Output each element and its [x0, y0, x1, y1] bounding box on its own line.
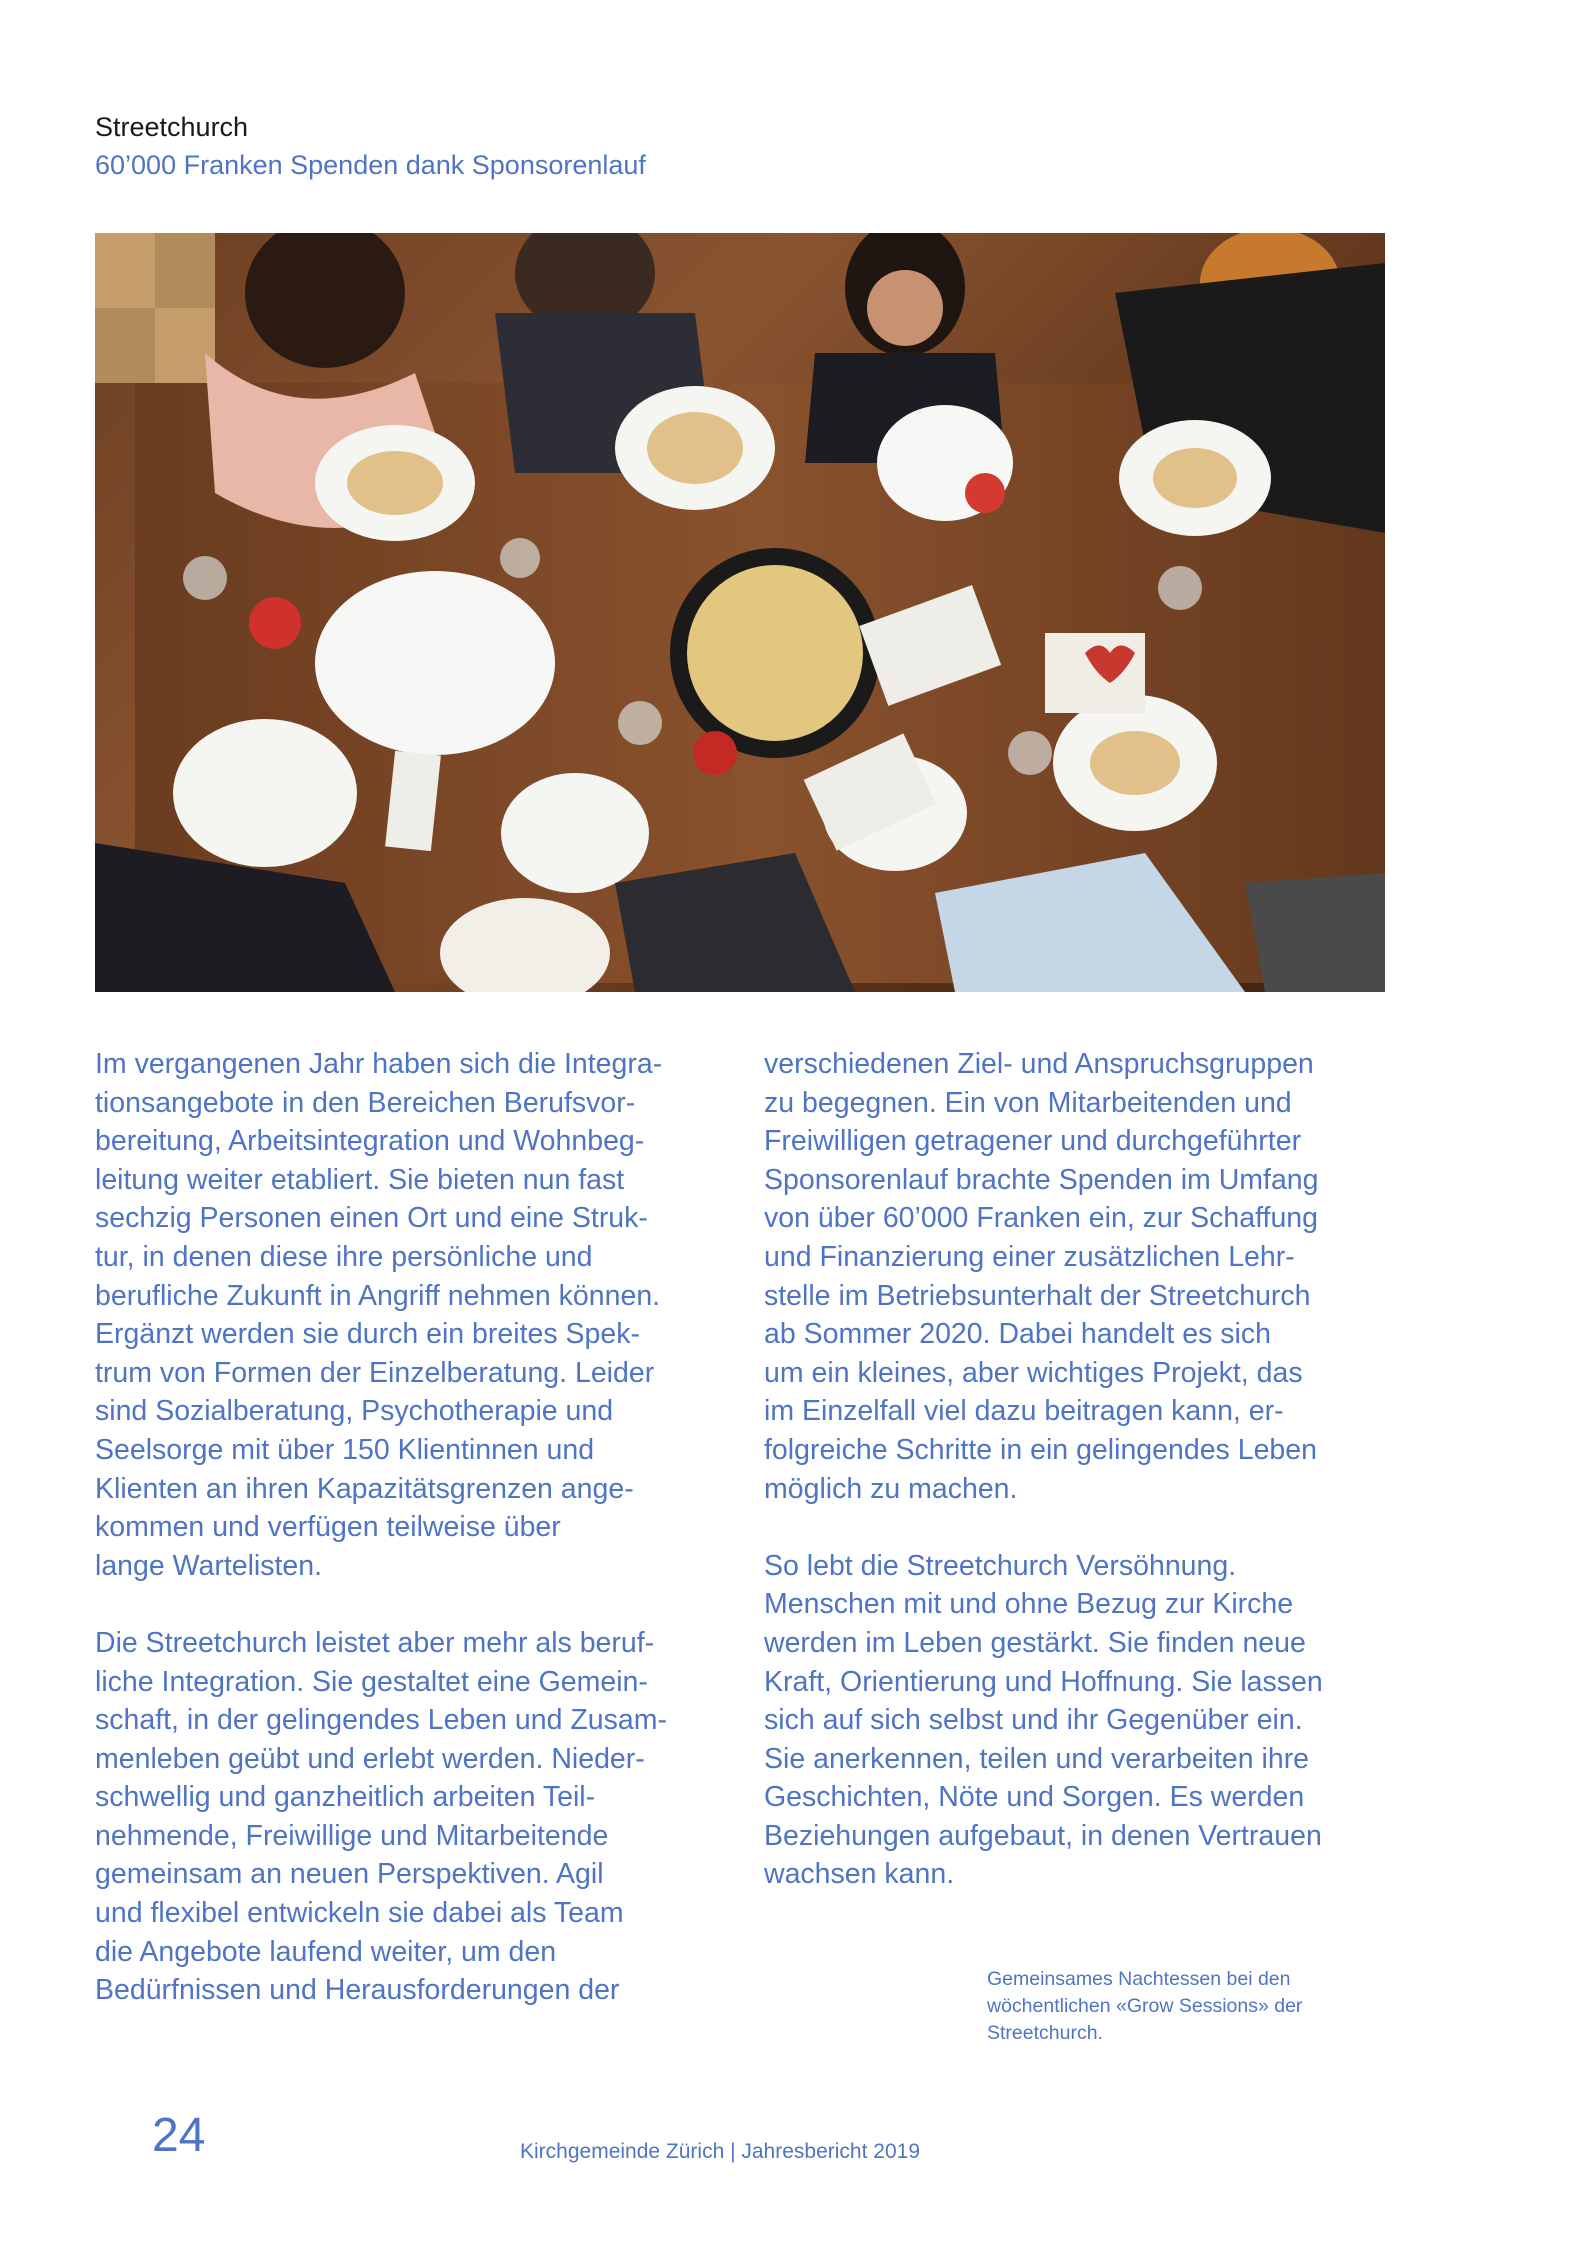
text-line: schwellig und ganzheitlich arbeiten Teil- — [95, 1781, 596, 1814]
text-line: sechzig Personen einen Ort und eine Struk- — [95, 1202, 648, 1235]
glass — [618, 701, 662, 745]
caption-line: Streetchurch. — [987, 2022, 1103, 2044]
text-line: Bedürfnissen und Herausforderungen der — [95, 1974, 620, 2007]
text-line: sich auf sich selbst und ihr Gegenüber ein. — [764, 1704, 1303, 1737]
text-line: und flexibel entwickeln sie dabei als Team — [95, 1897, 624, 1930]
text-line: Kraft, Orientierung und Hoffnung. Sie lassen — [764, 1665, 1323, 1698]
paragraph — [764, 1547, 1379, 1894]
text-line: stelle im Betriebsunterhalt der Streetchurch — [764, 1279, 1311, 1312]
photo-illustration — [95, 233, 1385, 992]
paragraph — [764, 1045, 1379, 1508]
text-line: Im vergangenen Jahr haben sich die Integra- — [95, 1048, 663, 1080]
article-title: 60’000 Franken Spenden dank Sponsorenlauf — [95, 150, 646, 180]
text-line: Sponsorenlauf brachte Spenden im Umfang — [764, 1163, 1319, 1196]
caption-line: Gemeinsames Nachtessen bei den — [987, 1968, 1291, 1990]
page-number: 24 — [152, 2109, 206, 2162]
body-column-left — [95, 1045, 710, 2010]
text-line: kommen und verfügen teilweise über — [95, 1511, 561, 1544]
serving-platter — [315, 571, 555, 755]
text-line: nehmende, Freiwillige und Mitarbeitende — [95, 1819, 609, 1852]
text-line: tionsangebote in den Bereichen Berufsvor- — [95, 1086, 636, 1119]
text-line: und Finanzierung einer zusätzlichen Lehr- — [764, 1240, 1295, 1273]
glass — [1158, 566, 1202, 610]
red-cup — [249, 597, 301, 649]
text-line: Beziehungen aufgebaut, in denen Vertrauen — [764, 1819, 1322, 1852]
text-line: trum von Formen der Einzelberatung. Leider — [95, 1356, 655, 1389]
glass — [1008, 731, 1052, 775]
text-line: lange Wartelisten. — [95, 1549, 323, 1582]
text-line: von über 60’000 Franken ein, zur Schaffung — [764, 1202, 1319, 1235]
plate — [173, 719, 357, 867]
plate — [501, 773, 649, 893]
text-line: möglich zu machen. — [764, 1472, 1018, 1505]
body-column-right — [764, 1045, 1379, 1894]
person-head — [245, 233, 405, 368]
text-line: berufliche Zukunft in Angriff nehmen können. — [95, 1279, 661, 1312]
red-cup — [965, 473, 1005, 513]
text-line: Sie anerkennen, teilen und verarbeiten ihre — [764, 1742, 1310, 1775]
red-cup — [693, 731, 737, 775]
photo-caption — [987, 1966, 1377, 2047]
text-line: zu begegnen. Ein von Mitarbeitenden und — [764, 1086, 1292, 1119]
paragraph — [95, 1045, 710, 1585]
text-line: schaft, in der gelingendes Leben und Zusam- — [95, 1704, 667, 1737]
text-line: ab Sommer 2020. Dabei handelt es sich — [764, 1318, 1271, 1351]
text-line: leitung weiter etabliert. Sie bieten nun fast — [95, 1163, 625, 1196]
text-line: die Angebote laufend weiter, um den — [95, 1935, 557, 1968]
text-line: So lebt die Streetchurch Versöhnung. — [764, 1549, 1237, 1582]
glass — [500, 538, 540, 578]
text-line: verschiedenen Ziel- und Anspruchsgruppen — [764, 1048, 1314, 1080]
text-line: Die Streetchurch leistet aber mehr als beruf- — [95, 1626, 655, 1659]
text-line: liche Integration. Sie gestaltet eine Gemein- — [95, 1665, 648, 1698]
text-line: gemeinsam an neuen Perspektiven. Agil — [95, 1858, 604, 1891]
caption-line: wöchentlichen «Grow Sessions» der — [987, 1995, 1303, 2017]
text-line: Geschichten, Nöte und Sorgen. Es werden — [764, 1781, 1305, 1814]
text-line: um ein kleines, aber wichtiges Projekt, das — [764, 1356, 1303, 1389]
footer-publication: Kirchgemeinde Zürich | Jahresbericht 2019 — [520, 2140, 920, 2163]
text-line: Klienten an ihren Kapazitätsgrenzen ange- — [95, 1472, 634, 1505]
group-dinner-photo — [95, 233, 1385, 992]
text-line: bereitung, Arbeitsintegration und Wohnbeg- — [95, 1125, 645, 1158]
text-line: wachsen kann. — [764, 1858, 955, 1891]
text-line: folgreiche Schritte in ein gelingendes Leben — [764, 1433, 1317, 1466]
section-kicker: Streetchurch — [95, 112, 249, 142]
text-line: sind Sozialberatung, Psychotherapie und — [95, 1395, 614, 1428]
text-line: im Einzelfall viel dazu beitragen kann, er- — [764, 1395, 1284, 1428]
paragraph — [95, 1624, 710, 2010]
text-line: tur, in denen diese ihre persönliche und — [95, 1240, 593, 1273]
glass — [183, 556, 227, 600]
text-line: Seelsorge mit über 150 Klientinnen und — [95, 1433, 595, 1466]
text-line: Ergänzt werden sie durch ein breites Spek- — [95, 1318, 640, 1351]
text-line: menleben geübt und erlebt werden. Nieder- — [95, 1742, 645, 1775]
text-line: werden im Leben gestärkt. Sie finden neue — [764, 1626, 1306, 1659]
text-line: Freiwilligen getragener und durchgeführter — [764, 1125, 1302, 1158]
text-line: Menschen mit und ohne Bezug zur Kirche — [764, 1588, 1294, 1621]
napkin — [1045, 633, 1145, 713]
